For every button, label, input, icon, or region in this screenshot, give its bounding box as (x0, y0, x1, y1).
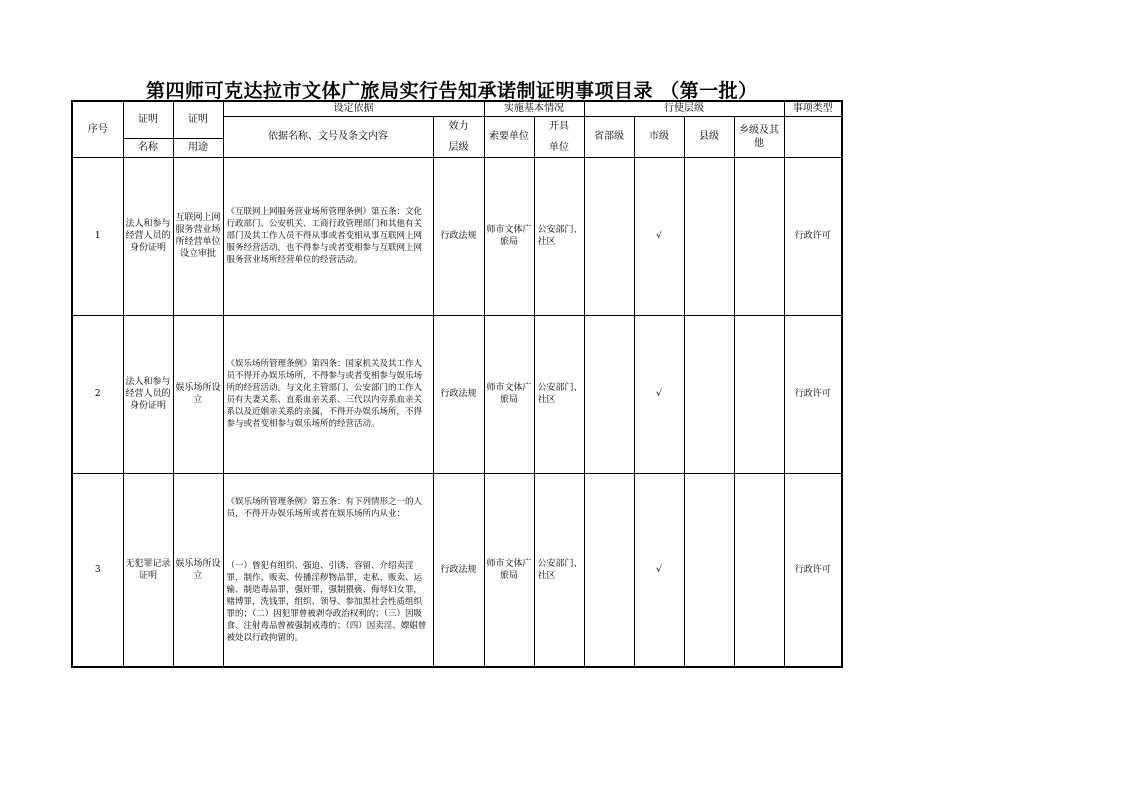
row-seq: 1 (72, 157, 123, 315)
row-issue-unit: 公安部门、社区 (534, 157, 584, 315)
row-township (734, 315, 784, 473)
row-basis (223, 315, 433, 473)
header-seq: 序号 (72, 101, 123, 157)
row-township (734, 473, 784, 667)
header-use-2: 用途 (173, 138, 223, 157)
header-use-1: 证明 (173, 101, 223, 138)
header-county: 县级 (684, 116, 734, 157)
row-provincial (584, 315, 634, 473)
header-basis-content: 依据名称、文号及条文内容 (223, 116, 433, 157)
header-name-2: 名称 (123, 138, 173, 157)
row-city: √ (634, 157, 684, 315)
header-item-type: 事项类型 (784, 101, 842, 116)
row-provincial (584, 157, 634, 315)
row-basis-text: 《互联网上网服务营业场所管理条例》第五条：文化行政部门、公安机关、工商行政管理部门和其他有关部门及其工作人员不得从事或者变相从事互联网上网服务经营活动，也不得参与或者变相参与互联网上网服务营业场所经营单位的经营活动。 (226, 207, 423, 265)
header-req-unit: 索要单位 (484, 116, 534, 157)
row-use: 娱乐场所设立 (173, 315, 223, 473)
row-use: 娱乐场所设立 (173, 473, 223, 667)
header-item-type-blank (784, 116, 842, 157)
header-level (433, 116, 484, 157)
header-township (734, 116, 784, 157)
row-level: 行政法规 (433, 315, 484, 473)
row-level: 行政法规 (433, 157, 484, 315)
header-exercise-group: 行使层级 (584, 101, 784, 116)
row-city: √ (634, 473, 684, 667)
table-row (72, 473, 842, 667)
row-level: 行政法规 (433, 473, 484, 667)
row-seq: 2 (72, 315, 123, 473)
row-basis-text: 《娱乐场所管理条例》第四条：国家机关及其工作人员不得开办娱乐场所，不得参与或者变相参与娱乐场所的经营活动。与文化主管部门、公安部门的工作人员有夫妻关系、直系血亲关系、三代以内旁系血亲关系以及近姻亲关系的亲属，不得开办娱乐场所，不得参与或者变相参与娱乐场所的经营活动。 (226, 359, 423, 429)
row-req-unit: 师市文体广旅局 (484, 473, 534, 667)
row-name: 法人和参与经营人员的身份证明 (123, 315, 173, 473)
row-county (684, 315, 734, 473)
basis-spacer (227, 520, 430, 560)
row-provincial (584, 473, 634, 667)
row-issue-unit: 公安部门、社区 (534, 473, 584, 667)
row-basis-text: 《娱乐场所管理条例》第五条：有下列情形之一的人员，不得开办娱乐场所或者在娱乐场所内从业： (226, 496, 423, 519)
row-township (734, 157, 784, 315)
header-township-1: 乡级及其 (739, 124, 779, 136)
row-county (684, 157, 734, 315)
document-title: 第四师可克达拉市文体广旅局实行告知承诺制证明事项目录 （第一批） (146, 80, 758, 102)
row-use: 互联网上网服务营业场所经营单位设立审批 (173, 157, 223, 315)
header-impl-group: 实施基本情况 (484, 101, 584, 116)
table-row (72, 315, 842, 473)
header-issue-2: 单位 (549, 141, 569, 153)
row-city: √ (634, 315, 684, 473)
header-issue-1: 开具 (549, 120, 569, 132)
certificate-catalog-table (71, 100, 843, 668)
row-basis (223, 473, 433, 667)
row-seq: 3 (72, 473, 123, 667)
row-issue-unit: 公安部门、社区 (534, 315, 584, 473)
row-basis-text-continued: （一）曾犯有组织、强迫、引诱、容留、介绍卖淫罪，制作、贩卖、传播淫秽物品罪，走私、贩卖、运输、制造毒品罪，强奸罪，强制猥亵、侮辱妇女罪，赌博罪，洗钱罪，组织、领导、参加黑社会性质组织罪的；（二）因犯罪曾被剥夺政治权利的；（三）因吸食、注射毒品曾被强制戒毒的；（四）因卖淫、嫖娼曾被处以行政拘留的。 (226, 560, 427, 643)
row-basis (223, 157, 433, 315)
header-basis-group: 设定依据 (223, 101, 484, 116)
header-city: 市级 (634, 116, 684, 157)
row-type: 行政许可 (784, 157, 842, 315)
row-name: 法人和参与经营人员的身份证明 (123, 157, 173, 315)
header-level-1: 效力 (448, 120, 469, 132)
row-req-unit: 师市文体广旅局 (484, 157, 534, 315)
row-req-unit: 师市文体广旅局 (484, 315, 534, 473)
header-level-2: 层级 (448, 141, 469, 153)
table-row (72, 157, 842, 315)
row-name: 无犯罪记录证明 (123, 473, 173, 667)
row-type: 行政许可 (784, 315, 842, 473)
header-provincial: 省部级 (584, 116, 634, 157)
header-name-1: 证明 (123, 101, 173, 138)
header-township-2: 他 (754, 137, 764, 149)
row-type: 行政许可 (784, 473, 842, 667)
header-issue-unit (534, 116, 584, 157)
row-county (684, 473, 734, 667)
